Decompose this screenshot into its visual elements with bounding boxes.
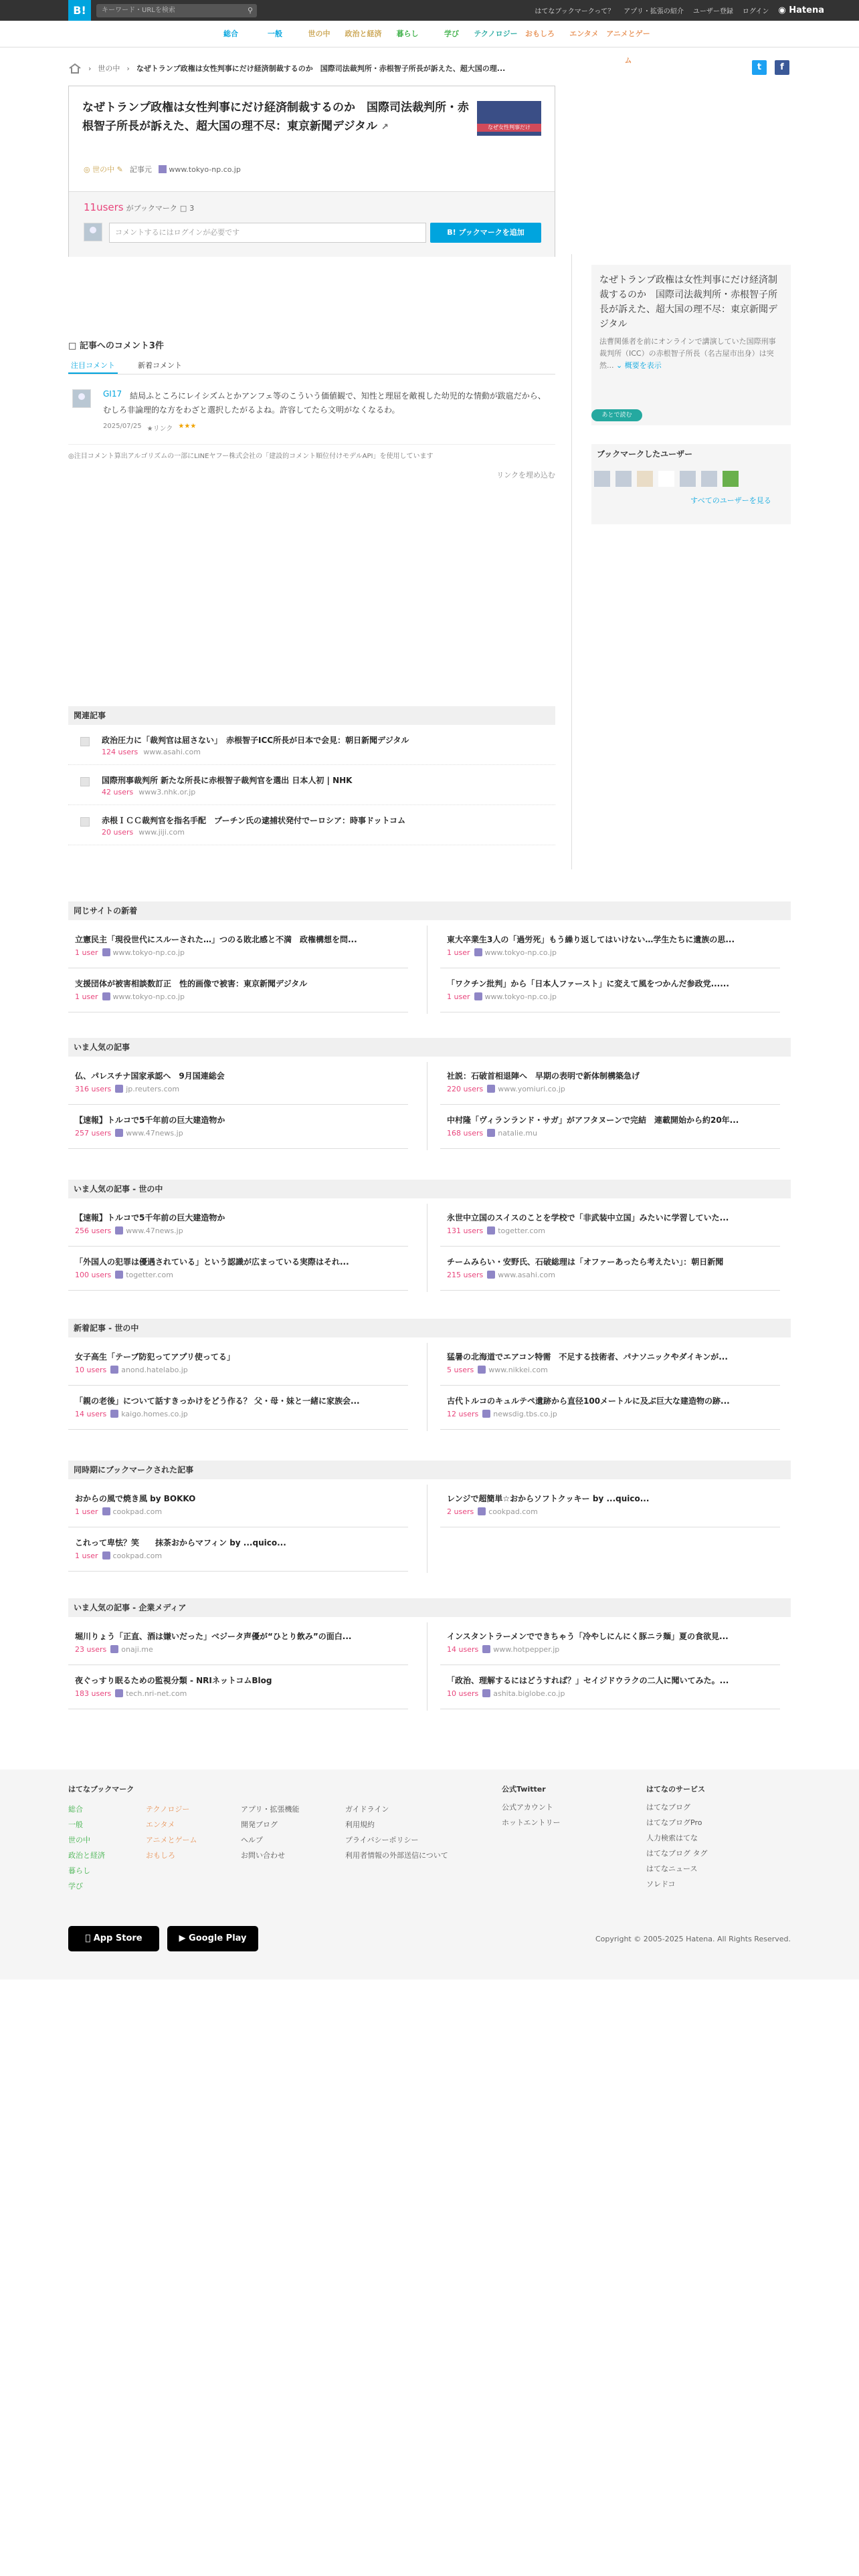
category-tab[interactable]: おもしろ bbox=[525, 29, 555, 38]
related-title[interactable]: 赤根ＩＣＣ裁判官を指名手配 プーチン氏の逮捕状発付でーロシア：時事ドットコム bbox=[102, 816, 406, 825]
comment-count: 3 bbox=[189, 204, 195, 213]
site-favicon bbox=[115, 1129, 123, 1137]
breadcrumb bbox=[68, 59, 791, 78]
footer-link[interactable]: テクノロジー bbox=[146, 1805, 190, 1814]
related-articles bbox=[68, 706, 555, 845]
article-card[interactable] bbox=[440, 1665, 780, 1709]
chevron-right-icon: › bbox=[88, 64, 92, 73]
search-placeholder: キーワード・URLを検索 bbox=[102, 7, 175, 14]
article-users[interactable]: 10 users bbox=[75, 1366, 107, 1374]
related-users[interactable]: 20 users bbox=[102, 828, 134, 837]
article-card[interactable] bbox=[68, 1341, 408, 1386]
article-site[interactable]: www.tokyo-np.co.jp bbox=[484, 992, 557, 1001]
breadcrumb-category[interactable]: 世の中 bbox=[98, 64, 120, 73]
category-nav bbox=[0, 21, 859, 65]
google-play-label: Google Play bbox=[189, 1933, 247, 1943]
bookmark-label: がブックマーク bbox=[126, 204, 177, 213]
footer-link[interactable]: エンタメ bbox=[146, 1820, 175, 1829]
section-block bbox=[68, 1461, 791, 1574]
related-title[interactable]: 国際刑事裁判所 新たな所長に赤根智子裁判官を選出 日本人初 | NHK bbox=[102, 776, 353, 785]
article-title[interactable]: 「外国人の犯罪は優遇されている」という認識が広まっている実際はそれ... bbox=[75, 1257, 349, 1267]
column-divider bbox=[571, 254, 572, 869]
article-card[interactable] bbox=[440, 1341, 780, 1386]
site-favicon bbox=[102, 1507, 110, 1515]
user-avatar[interactable] bbox=[594, 471, 610, 487]
article-card[interactable] bbox=[68, 968, 408, 1012]
section-heading: いま人気の記事 bbox=[68, 1038, 791, 1057]
services-title: はてなのサービス bbox=[646, 1785, 705, 1794]
entry-box bbox=[68, 86, 555, 257]
related-meta bbox=[102, 748, 201, 756]
article-site[interactable]: www.yomiuri.co.jp bbox=[498, 1085, 565, 1093]
article-meta bbox=[75, 1366, 188, 1374]
article-users[interactable]: 1 user bbox=[75, 1507, 98, 1516]
card-grid bbox=[68, 1198, 791, 1293]
login-link[interactable]: ログイン bbox=[742, 8, 769, 15]
footer-link[interactable]: 暮らし bbox=[68, 1866, 90, 1875]
footer-link[interactable]: 人力検索はてな bbox=[646, 1834, 698, 1842]
chevron-down-icon: ⌄ bbox=[616, 361, 623, 370]
entry-title-text: なぜトランプ政権は女性判事にだけ経済制裁するのか 国際司法裁判所・赤根智子所長が訴えた、超大国の理不尽：東京新聞デジタル bbox=[82, 101, 469, 133]
article-card[interactable] bbox=[68, 1621, 408, 1665]
footer-link[interactable]: ソレドコ bbox=[646, 1880, 676, 1889]
article-site[interactable]: www.hotpepper.jp bbox=[493, 1645, 560, 1654]
bookmark-users-title: ブックマークしたユーザー bbox=[597, 449, 693, 459]
article-meta bbox=[447, 1645, 559, 1654]
article-card[interactable] bbox=[440, 1621, 780, 1665]
site-favicon bbox=[159, 165, 167, 173]
article-site[interactable]: www.asahi.com bbox=[498, 1271, 555, 1279]
add-bookmark-button[interactable]: B! ブックマークを追加 bbox=[430, 223, 541, 243]
article-meta bbox=[447, 948, 557, 957]
site-favicon bbox=[482, 1689, 490, 1697]
site-favicon bbox=[482, 1645, 490, 1653]
article-title[interactable]: 女子高生「テーブ防犯ってアプリ使ってる」 bbox=[75, 1352, 235, 1362]
search-icon[interactable]: ⚲ bbox=[247, 6, 253, 15]
comment-algorithm-note: ◎注目コメント算出アルゴリズムの一部にLINEヤフー株式会社の「建設的コメント順位付けモデルAPI」を使用しています bbox=[68, 444, 555, 460]
article-title[interactable]: 【速報】トルコで5千年前の巨大建造物か bbox=[75, 1213, 225, 1222]
article-title[interactable]: 堀川りょう「正直、酒は嫌いだった」ベジータ声優が“ひとり飲み”の面白... bbox=[75, 1632, 352, 1641]
users-count: 11users bbox=[84, 201, 124, 213]
article-users[interactable]: 256 users bbox=[75, 1226, 112, 1235]
article-card[interactable] bbox=[68, 1202, 408, 1247]
site-favicon bbox=[115, 1226, 123, 1235]
article-site[interactable]: jp.reuters.com bbox=[126, 1085, 180, 1093]
article-meta bbox=[75, 1689, 187, 1698]
article-site[interactable]: www.nikkei.com bbox=[488, 1366, 548, 1374]
article-meta bbox=[75, 1507, 162, 1516]
section-heading: いま人気の記事 - 世の中 bbox=[68, 1180, 791, 1198]
article-site[interactable]: www.tokyo-np.co.jp bbox=[112, 992, 185, 1001]
article-title[interactable]: 中村隆「ヴィランランド・サガ」がアフタヌーンで完結 連載開始から約20年... bbox=[447, 1115, 739, 1125]
user-avatar[interactable] bbox=[615, 471, 632, 487]
category-tab[interactable]: 一般 bbox=[268, 29, 282, 38]
summary-title: なぜトランプ政権は女性判事にだけ経済制裁するのか 国際司法裁判所・赤根智子所長が訴えた、超大国の理不尽：東京新聞デジタル bbox=[599, 275, 777, 330]
footer-link[interactable]: 世の中 bbox=[68, 1836, 90, 1844]
card-grid bbox=[68, 1337, 791, 1432]
entry-thumbnail[interactable] bbox=[477, 101, 541, 136]
user-avatar[interactable] bbox=[637, 471, 653, 487]
article-meta bbox=[75, 1129, 183, 1138]
category-tab[interactable]: 政治と経済 bbox=[345, 29, 382, 38]
footer-link[interactable]: 一般 bbox=[68, 1820, 83, 1829]
article-site[interactable]: natalie.mu bbox=[498, 1129, 538, 1138]
article-meta bbox=[75, 948, 185, 957]
category-tab[interactable]: テクノロジー bbox=[474, 29, 518, 38]
hatena-bookmark-logo[interactable]: B! bbox=[68, 0, 91, 21]
article-site[interactable]: www.47news.jp bbox=[126, 1226, 183, 1235]
hatena-brand-label: Hatena bbox=[789, 5, 824, 15]
article-users[interactable]: 14 users bbox=[75, 1410, 107, 1418]
article-meta bbox=[75, 1085, 179, 1093]
section-block bbox=[68, 1180, 791, 1293]
article-card[interactable] bbox=[440, 1386, 780, 1430]
category-tab[interactable]: 暮らし bbox=[396, 29, 419, 38]
article-users[interactable]: 1 user bbox=[447, 948, 470, 957]
article-card[interactable] bbox=[440, 1105, 780, 1149]
related-heading: 関連記事 bbox=[68, 706, 555, 725]
article-users[interactable]: 14 users bbox=[447, 1645, 479, 1654]
section-heading: 同時期にブックマークされた記事 bbox=[68, 1461, 791, 1479]
article-users[interactable]: 257 users bbox=[75, 1129, 112, 1138]
footer-link[interactable]: 開発ブログ bbox=[241, 1820, 278, 1829]
signup-link[interactable]: ユーザー登録 bbox=[692, 8, 733, 15]
comments-heading: 記事へのコメント3件 bbox=[79, 341, 164, 351]
article-title[interactable]: 「親の老後」について話すきっかけをどう作る？ 父・母・妹と一緒に家族会... bbox=[75, 1396, 360, 1406]
user-avatar[interactable] bbox=[658, 471, 674, 487]
avatar[interactable] bbox=[72, 389, 91, 408]
article-users[interactable]: 1 user bbox=[75, 1551, 98, 1560]
article-site[interactable]: www.tokyo-np.co.jp bbox=[484, 948, 557, 957]
article-meta bbox=[447, 1507, 538, 1516]
article-card[interactable] bbox=[68, 1527, 408, 1572]
article-title[interactable]: 「政治、理解するにはどうすれば？」セイジドウラクの二人に聞いてみた。... bbox=[447, 1676, 729, 1685]
search-input[interactable] bbox=[96, 4, 257, 17]
article-meta bbox=[447, 1410, 557, 1418]
site-favicon bbox=[487, 1271, 495, 1279]
entry-site-link[interactable] bbox=[159, 165, 241, 174]
show-summary-link[interactable] bbox=[616, 361, 662, 370]
site-favicon bbox=[474, 992, 482, 1000]
chevron-right-icon: › bbox=[126, 64, 130, 73]
section-block bbox=[68, 1319, 791, 1432]
article-meta bbox=[75, 1645, 153, 1654]
facebook-share-icon[interactable]: f bbox=[775, 60, 789, 75]
article-users[interactable]: 1 user bbox=[75, 992, 98, 1001]
section-heading: 新着記事 - 世の中 bbox=[68, 1319, 791, 1337]
article-card[interactable] bbox=[68, 924, 408, 968]
article-card[interactable] bbox=[440, 968, 780, 1012]
comment-body bbox=[103, 389, 551, 417]
article-card[interactable] bbox=[68, 1665, 408, 1709]
related-site[interactable]: www.asahi.com bbox=[143, 748, 201, 756]
entry-summary-box bbox=[591, 265, 791, 425]
article-card[interactable] bbox=[68, 1386, 408, 1430]
article-site[interactable]: kaigo.homes.co.jp bbox=[121, 1410, 188, 1418]
external-link-icon[interactable]: ↗ bbox=[381, 122, 389, 132]
article-icon bbox=[80, 817, 90, 827]
comment-icon: □ bbox=[68, 341, 80, 351]
related-title[interactable]: 政治圧力に「裁判官は屈さない」 赤根智子ICC所長が日本で会見：朝日新聞デジタル bbox=[102, 736, 409, 745]
article-card[interactable] bbox=[440, 924, 780, 968]
bookmark-user-count[interactable] bbox=[84, 201, 194, 213]
related-site[interactable]: www3.nhk.or.jp bbox=[138, 788, 196, 796]
article-title[interactable]: インスタントラーメンでできちゃう「冷やしにんにく豚ニラ麺」夏の食欲見... bbox=[447, 1632, 729, 1641]
footer-link[interactable]: ホットエントリー bbox=[502, 1818, 561, 1827]
article-site[interactable]: ashita.biglobe.co.jp bbox=[493, 1689, 565, 1698]
play-icon: ▶ bbox=[179, 1933, 189, 1943]
footer-link[interactable]: お問い合わせ bbox=[241, 1851, 285, 1860]
footer-link[interactable]: おもしろ bbox=[146, 1851, 175, 1860]
footer-link[interactable]: ヘルプ bbox=[241, 1836, 263, 1844]
article-title[interactable]: 猛暑の北海道でエアコン特需 不足する技術者、パナソニックやダイキンが... bbox=[447, 1352, 728, 1362]
card-grid bbox=[68, 920, 791, 1015]
article-site[interactable]: togetter.com bbox=[498, 1226, 545, 1235]
article-site[interactable]: togetter.com bbox=[126, 1271, 173, 1279]
user-avatar[interactable] bbox=[680, 471, 696, 487]
article-title[interactable]: レンジで超簡単☆おからソフトクッキー by ...quico... bbox=[447, 1494, 650, 1503]
article-icon bbox=[80, 777, 90, 786]
summary-desc: 法曹関係者を前にオンラインで講演していた国際刑事裁判所（ICC）の赤根智子所長（名古屋市出身）は突然... bbox=[599, 337, 776, 370]
article-site[interactable]: cookpad.com bbox=[488, 1507, 538, 1516]
article-card[interactable] bbox=[68, 1247, 408, 1291]
category-tab[interactable]: アニメとゲーム bbox=[606, 29, 650, 65]
user-avatar[interactable] bbox=[701, 471, 717, 487]
article-title[interactable]: チームみらい・安野氏、石破総理は「オファーあったら考えたい」：朝日新聞 bbox=[447, 1257, 724, 1267]
google-play-badge[interactable] bbox=[167, 1926, 258, 1951]
article-title[interactable]: おからの風で焼き風 by BOKKO bbox=[75, 1494, 196, 1503]
footer-link[interactable]: 利用者情報の外部送信について bbox=[345, 1851, 448, 1860]
footer-link[interactable]: はてなニュース bbox=[646, 1864, 698, 1873]
related-users[interactable]: 124 users bbox=[102, 748, 138, 756]
site-favicon bbox=[115, 1689, 123, 1697]
category-tab[interactable]: 総合 bbox=[223, 29, 238, 38]
article-meta bbox=[75, 1551, 162, 1560]
article-users[interactable]: 183 users bbox=[75, 1689, 112, 1698]
article-site[interactable]: cookpad.com bbox=[112, 1551, 163, 1560]
twitter-title: 公式Twitter bbox=[502, 1785, 546, 1794]
comment-input[interactable]: コメントするにはログインが必要です bbox=[109, 223, 426, 243]
article-title[interactable]: 【速報】トルコで5千年前の巨大建造物か bbox=[75, 1115, 225, 1125]
user-avatar[interactable] bbox=[723, 471, 739, 487]
article-users[interactable]: 100 users bbox=[75, 1271, 112, 1279]
embed-link[interactable]: リンクを埋め込む bbox=[496, 471, 555, 479]
article-meta bbox=[447, 992, 557, 1001]
site-favicon bbox=[487, 1085, 495, 1093]
article-meta bbox=[447, 1129, 537, 1138]
apple-icon bbox=[85, 1933, 93, 1943]
section-block bbox=[68, 1038, 791, 1152]
hatena-brand[interactable] bbox=[778, 5, 824, 15]
article-users[interactable]: 1 user bbox=[75, 948, 98, 957]
article-users[interactable]: 168 users bbox=[447, 1129, 484, 1138]
comment-link[interactable]: ★リンク bbox=[147, 425, 173, 433]
article-users[interactable]: 220 users bbox=[447, 1085, 484, 1093]
article-title[interactable]: 仏、パレスチナ国家承認へ 9月国連総会 bbox=[75, 1071, 225, 1081]
article-title[interactable]: これって卑怯？笑 抹茶おからマフィン by ...quico... bbox=[75, 1538, 286, 1547]
section-block bbox=[68, 901, 791, 1015]
article-card[interactable] bbox=[68, 1105, 408, 1149]
article-users[interactable]: 316 users bbox=[75, 1085, 112, 1093]
tab-new-comments[interactable]: 新着コメント bbox=[138, 361, 182, 370]
related-meta bbox=[102, 788, 195, 796]
comment-icon: □ bbox=[179, 204, 187, 213]
article-title[interactable]: 社説：石破首相退陣へ 早期の表明で新体制構築急げ bbox=[447, 1071, 640, 1081]
related-item[interactable] bbox=[68, 765, 555, 805]
category-tab[interactable]: 学び bbox=[444, 29, 459, 38]
site-favicon bbox=[110, 1645, 118, 1653]
article-meta bbox=[447, 1226, 545, 1235]
breadcrumb-title: なぜトランプ政権は女性判事にだけ経済制裁するのか 国際司法裁判所・赤根智子所長が訴えた、超大国の理... bbox=[136, 64, 506, 73]
article-users[interactable]: 1 user bbox=[447, 992, 470, 1001]
hatena-logo-icon: ◉ bbox=[778, 5, 789, 15]
article-meta bbox=[75, 1271, 173, 1279]
article-meta bbox=[447, 1085, 565, 1093]
article-title[interactable]: 立憲民主「現役世代にスルーされた…」つのる敗北感と不満 政権構想を問... bbox=[75, 935, 357, 944]
comments-section bbox=[68, 338, 555, 479]
category-icon: ◎ bbox=[84, 165, 93, 174]
article-card[interactable] bbox=[440, 1061, 780, 1105]
site-favicon bbox=[474, 948, 482, 956]
article-card[interactable] bbox=[440, 1247, 780, 1291]
article-meta bbox=[75, 992, 185, 1001]
footer-link[interactable]: アニメとゲーム bbox=[146, 1836, 197, 1844]
comment-user[interactable]: GI17 bbox=[103, 389, 122, 399]
article-card[interactable] bbox=[440, 1483, 780, 1527]
about-link[interactable]: はてなブックマークって？ bbox=[535, 8, 615, 15]
article-users[interactable]: 131 users bbox=[447, 1226, 484, 1235]
article-title[interactable]: 永世中立国のスイスのことを学校で「非武装中立国」みたいに学習していた... bbox=[447, 1213, 729, 1222]
site-favicon bbox=[478, 1507, 486, 1515]
site-favicon bbox=[482, 1410, 490, 1418]
copyright: Copyright © 2005-2025 Hatena. All Rights Reserved. bbox=[595, 1935, 791, 1943]
tab-popular-comments[interactable]: 注目コメント bbox=[68, 358, 118, 374]
article-title[interactable]: 支援団体が被害相談数訂正 性的画像で被害：東京新聞デジタル bbox=[75, 979, 308, 988]
article-users[interactable]: 2 users bbox=[447, 1507, 474, 1516]
site-favicon bbox=[102, 992, 110, 1000]
top-bar bbox=[0, 0, 859, 21]
footer-link[interactable]: はてなブログPro bbox=[646, 1818, 702, 1827]
related-meta bbox=[102, 828, 185, 837]
footer-link[interactable]: 政治と経済 bbox=[68, 1851, 105, 1860]
footer-link[interactable]: プライバシーポリシー bbox=[345, 1836, 419, 1844]
related-item[interactable] bbox=[68, 805, 555, 845]
footer-link[interactable]: はてなブログ bbox=[646, 1803, 690, 1812]
star-icon[interactable]: ★★★ bbox=[178, 423, 197, 430]
site-favicon bbox=[115, 1271, 123, 1279]
bookmark-users-box bbox=[591, 444, 791, 524]
app-store-label: App Store bbox=[89, 1933, 138, 1943]
article-site[interactable]: tech.nri-net.com bbox=[126, 1689, 187, 1698]
footer-link[interactable]: 利用規約 bbox=[345, 1820, 375, 1829]
comment-text: 結局ふところにレイシズムとかアンフェ等のこういう価値観で、知性と理屈を敵視した幼児的な情動が跋扈だから、むしろ非論理的な方をわざと選択したがるよね。許容してたら文明がなくなるわ。 bbox=[103, 391, 546, 415]
article-users[interactable]: 12 users bbox=[447, 1410, 479, 1418]
article-site[interactable]: newsdig.tbs.co.jp bbox=[493, 1410, 557, 1418]
all-users-link[interactable]: すべてのユーザーを見る bbox=[690, 496, 771, 505]
article-site[interactable]: onaji.me bbox=[121, 1645, 153, 1654]
card-grid bbox=[68, 1057, 791, 1152]
site-favicon bbox=[102, 948, 110, 956]
entry-title[interactable] bbox=[82, 98, 477, 137]
related-item[interactable] bbox=[68, 725, 555, 765]
article-meta bbox=[75, 1226, 183, 1235]
site-favicon bbox=[478, 1366, 486, 1374]
category-tab[interactable]: エンタメ bbox=[569, 29, 599, 38]
bookmark-row bbox=[69, 191, 555, 257]
article-card[interactable] bbox=[68, 1483, 408, 1527]
twitter-share-icon[interactable]: t bbox=[752, 60, 767, 75]
site-favicon bbox=[487, 1226, 495, 1235]
article-users[interactable]: 5 users bbox=[447, 1366, 474, 1374]
article-card[interactable] bbox=[440, 1202, 780, 1247]
entry-category-label: 世の中 bbox=[92, 165, 115, 174]
article-meta bbox=[447, 1689, 565, 1698]
section-block bbox=[68, 1598, 791, 1712]
app-store-badge[interactable] bbox=[68, 1926, 159, 1951]
show-summary-label: 概要を表示 bbox=[624, 361, 662, 370]
section-heading: 同じサイトの新着 bbox=[68, 901, 791, 920]
article-users[interactable]: 215 users bbox=[447, 1271, 484, 1279]
site-favicon bbox=[110, 1410, 118, 1418]
site-favicon bbox=[487, 1129, 495, 1137]
article-site[interactable]: www.tokyo-np.co.jp bbox=[112, 948, 185, 957]
avatar bbox=[84, 223, 102, 241]
article-meta bbox=[447, 1271, 555, 1279]
footer-link[interactable]: 総合 bbox=[68, 1805, 83, 1814]
article-title[interactable]: 夜ぐっすり眠るための監視分類 - NRIネットコムBlog bbox=[75, 1676, 272, 1685]
article-title[interactable]: 古代トルコのキュルテペ遺跡から直径100メートルに及ぶ巨大な建造物の跡... bbox=[447, 1396, 730, 1406]
site-favicon bbox=[110, 1366, 118, 1374]
site-favicon bbox=[115, 1085, 123, 1093]
card-grid bbox=[68, 1479, 791, 1574]
article-icon bbox=[80, 737, 90, 746]
footer-link[interactable]: アプリ・拡張機能 bbox=[241, 1805, 300, 1814]
entry-category[interactable] bbox=[84, 164, 123, 175]
article-title[interactable]: 東大卒業生3人の「過労死」もう繰り返してはいけない…学生たちに遺族の思... bbox=[447, 935, 735, 944]
article-site[interactable]: anond.hatelabo.jp bbox=[121, 1366, 188, 1374]
article-users[interactable]: 23 users bbox=[75, 1645, 107, 1654]
article-users[interactable]: 10 users bbox=[447, 1689, 479, 1698]
footer-link[interactable]: 学び bbox=[68, 1882, 83, 1891]
footer-link[interactable]: はてなブログ タグ bbox=[646, 1849, 708, 1858]
home-icon[interactable] bbox=[68, 63, 82, 74]
edit-icon[interactable]: ✎ bbox=[116, 165, 123, 174]
article-site[interactable]: www.47news.jp bbox=[126, 1129, 183, 1138]
footer-link[interactable]: 公式アカウント bbox=[502, 1803, 553, 1812]
category-tab[interactable]: 世の中 bbox=[308, 29, 330, 38]
card-grid bbox=[68, 1617, 791, 1712]
apps-link[interactable]: アプリ・拡張の紹介 bbox=[624, 8, 684, 15]
related-site[interactable]: www.jiji.com bbox=[138, 828, 185, 837]
article-meta bbox=[75, 1410, 188, 1418]
article-title[interactable]: 「ワクチン批判」から「日本人ファースト」に変えて風をつかんだ参政党...... bbox=[447, 979, 729, 988]
tag-button[interactable]: あとで読む bbox=[591, 409, 642, 421]
article-meta bbox=[447, 1366, 548, 1374]
site-favicon bbox=[102, 1551, 110, 1560]
related-users[interactable]: 42 users bbox=[102, 788, 134, 796]
footer-title: はてなブックマーク bbox=[68, 1785, 134, 1794]
comment-date[interactable]: 2025/07/25 bbox=[103, 423, 142, 430]
footer-link[interactable]: ガイドライン bbox=[345, 1805, 389, 1814]
thumbnail-caption: なぜ女性判事だけ bbox=[477, 124, 541, 132]
source-label: 記事元 bbox=[129, 165, 152, 174]
article-site[interactable]: cookpad.com bbox=[112, 1507, 163, 1516]
section-heading: いま人気の記事 - 企業メディア bbox=[68, 1598, 791, 1617]
article-card[interactable] bbox=[68, 1061, 408, 1105]
entry-site-label: www.tokyo-np.co.jp bbox=[169, 165, 241, 174]
